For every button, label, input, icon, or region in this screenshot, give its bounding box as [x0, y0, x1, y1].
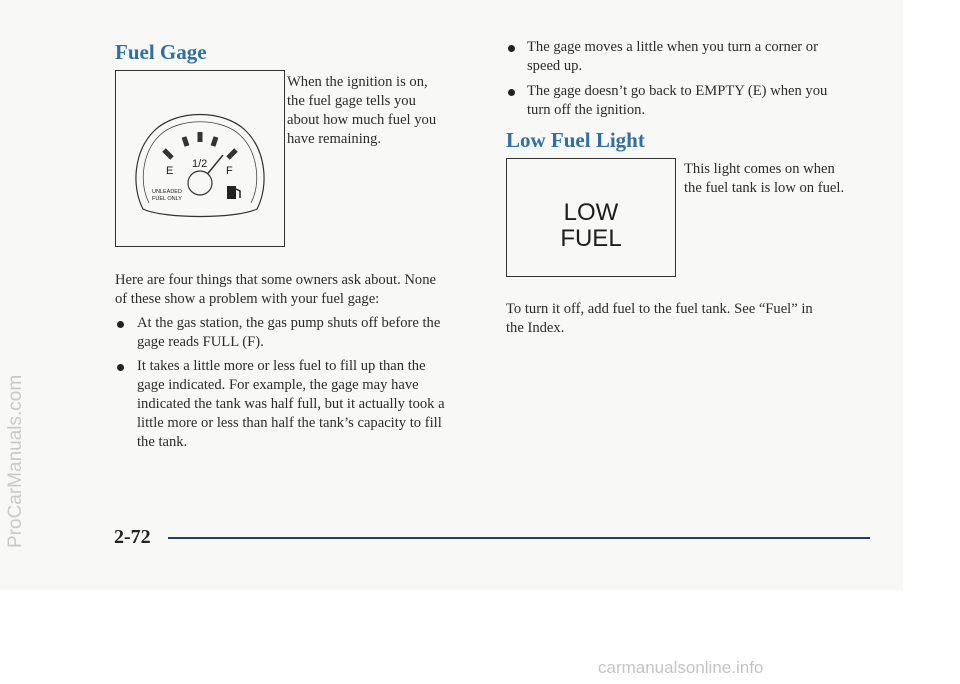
low-fuel-instruction: [506, 300, 886, 338]
fuel-gage-intro: [287, 73, 467, 149]
gauge-fuel-note-line2: FUEL ONLY: [152, 196, 182, 202]
bottom-watermark: carmanualsonline.info: [598, 658, 764, 677]
questions-line: Here are four things that some owners ask about. None: [115, 272, 436, 288]
bullet-gas-pump-shuts-off: [137, 314, 487, 352]
bullet-line: gage indicated. For example, the gage may have: [137, 377, 419, 393]
gauge-label-half: 1/2: [192, 158, 208, 170]
bullet-line: the tank.: [137, 434, 188, 450]
fuel-gage-dial-icon: [116, 71, 284, 246]
bullet-fill-amount: [137, 357, 487, 452]
bullet-line: The gage doesn’t go back to EMPTY (E) when you: [527, 83, 828, 99]
gauge-label-empty: E: [166, 165, 174, 177]
bullet-point: [117, 321, 124, 328]
bullet-line: gage reads FULL (F).: [137, 334, 264, 350]
description-line: This light comes on when: [684, 161, 835, 177]
gauge-fuel-note-line1: UNLEADED: [152, 189, 182, 195]
bullet-line: At the gas station, the gas pump shuts off before the: [137, 315, 441, 331]
intro-line: When the ignition is on,: [287, 74, 428, 90]
bullet-line: The gage moves a little when you turn a corner or: [527, 39, 818, 55]
instruction-line: To turn it off, add fuel to the fuel tank. See “Fuel” in: [506, 301, 813, 317]
intro-line: about how much fuel you: [287, 112, 437, 128]
page-number: 2-72: [114, 526, 151, 548]
low-fuel-description: [684, 160, 884, 198]
questions-paragraph: [115, 271, 485, 309]
intro-line: have remaining.: [287, 131, 382, 147]
questions-line: of these show a problem with your fuel gage:: [115, 291, 380, 307]
fuel-gage-heading: Fuel Gage: [115, 40, 207, 64]
description-line: the fuel tank is low on fuel.: [684, 180, 845, 196]
side-watermark: [2, 70, 26, 550]
low-fuel-light-line2: FUEL: [560, 225, 622, 252]
bullet-line: speed up.: [527, 58, 583, 74]
bullet-point: [508, 45, 515, 52]
bullet-gage-moves: [527, 38, 877, 76]
instruction-line: the Index.: [506, 320, 565, 336]
intro-line: the fuel gage tells you: [287, 93, 416, 109]
fuel-gage-illustration: [115, 70, 285, 247]
low-fuel-light-heading: Low Fuel Light: [506, 128, 645, 152]
bullet-line: turn off the ignition.: [527, 102, 646, 118]
bullet-line: indicated the tank was half full, but it actually took a: [137, 396, 445, 412]
low-fuel-light-illustration: [506, 158, 676, 277]
side-watermark-text: ProCarManuals.com: [5, 374, 26, 548]
bullet-gage-not-empty: [527, 82, 877, 120]
bullet-point: [508, 89, 515, 96]
bullet-line: little more or less than half the tank’s capacity to fill: [137, 415, 442, 431]
low-fuel-light-line1: LOW: [563, 199, 619, 226]
gauge-label-full: F: [226, 165, 233, 177]
footer-rule: [168, 537, 870, 539]
bullet-line: It takes a little more or less fuel to fill up than the: [137, 358, 426, 374]
bullet-point: [117, 364, 124, 371]
